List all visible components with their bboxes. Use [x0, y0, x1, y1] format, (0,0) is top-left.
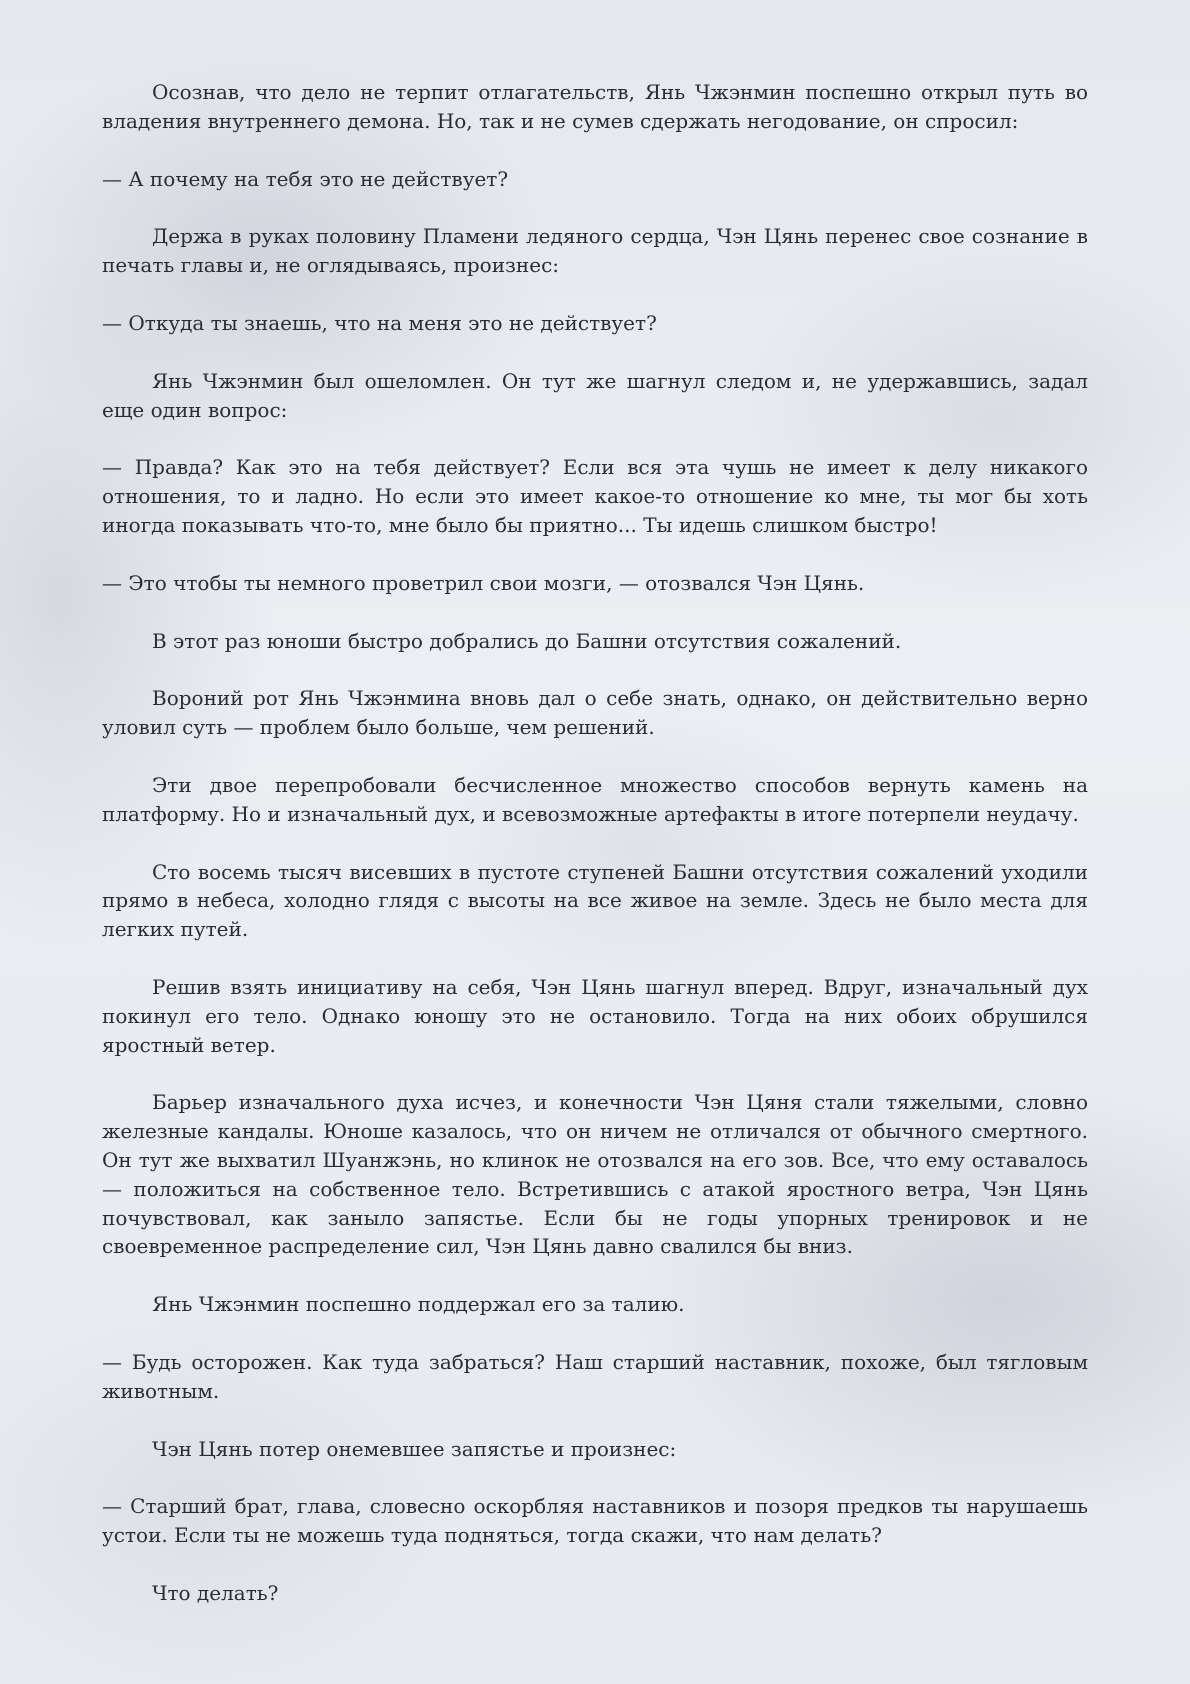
paragraph: Барьер изначального духа исчез, и конечности Чэн Цяня стали тяжелыми, словно железные кандалы. Юноше казалось, что он ничем не отличался от обычного смертного. Он тут же выхватил Шуанжэнь, но клинок не отозвался на его зов. Все, что ему оставалось — положиться на собственное тело. Встретившись с атакой яростного ветра, Чэн Цянь почувствовал, как заныло запястье. Если бы не годы упорных тренировок и не своевременное распределение сил, Чэн Цянь давно свалился бы вниз. [102, 1090, 1088, 1259]
paragraph: Что делать? [152, 1580, 279, 1605]
paragraph: Решив взять инициативу на себя, Чэн Цянь шагнул вперед. Вдруг, изначальный дух покинул его тело. Однако юношу это не остановило. Тогда на них обоих обрушился яростный ветер. [102, 974, 1088, 1057]
paragraph: В этот раз юноши быстро добрались до Башни отсутствия сожалений. [152, 628, 902, 653]
paragraph: Вороний рот Янь Чжэнмина вновь дал о себе знать, однако, он действительно верно уловил суть — проблем было больше, чем решений. [102, 686, 1088, 740]
paragraph: Янь Чжэнмин был ошеломлен. Он тут же шагнул следом и, не удержавшись, задал еще один вопрос: [102, 368, 1088, 422]
paragraph: Осознав, что дело не терпит отлагательств, Янь Чжэнмин поспешно открыл путь во владения внутреннего демона. Но, так и не сумев сдержать негодование, он спросил: [102, 80, 1088, 133]
paragraph: Сто восемь тысяч висевших в пустоте ступеней Башни отсутствия сожалений уходили прямо в небеса, холодно глядя с высоты на все живое на земле. Здесь не было места для легких путей. [102, 859, 1088, 942]
dialogue-line: — Правда? Как это на тебя действует? Если вся эта чушь не имеет к делу никакого отношения, то и ладно. Но если это имеет какое-то отношение ко мне, ты мог бы хоть иногда показывать что-то, мне было бы приятно... Ты идешь слишком быстро! [102, 455, 1088, 537]
paragraph: Держа в руках половину Пламени ледяного сердца, Чэн Цянь перенес свое сознание в печать главы и, не оглядываясь, произнес: [102, 224, 1088, 278]
dialogue-line: — Это чтобы ты немного проветрил свои мозги, — отозвался Чэн Цянь. [102, 570, 865, 595]
dialogue-line: — А почему на тебя это не действует? [102, 166, 509, 191]
paragraph: Эти двое перепробовали бесчисленное множество способов вернуть камень на платформу. Но и изначальный дух, и всевозможные артефакты в итоге потерпели неудачу. [102, 772, 1088, 826]
dialogue-line: — Старший брат, глава, словесно оскорбляя наставников и позоря предков ты нарушаешь устои. Если ты не можешь туда подняться, тогда скажи, что нам делать? [102, 1494, 1088, 1548]
dialogue-line: — Откуда ты знаешь, что на меня это не действует? [102, 310, 657, 335]
text-body [102, 78, 1088, 1637]
dialogue-line: — Будь осторожен. Как туда забраться? Наш старший наставник, похоже, был тягловым животным. [102, 1349, 1088, 1403]
paragraph: Чэн Цянь потер онемевшее запястье и произнес: [152, 1436, 677, 1461]
paragraph: Янь Чжэнмин поспешно поддержал его за талию. [152, 1292, 685, 1317]
